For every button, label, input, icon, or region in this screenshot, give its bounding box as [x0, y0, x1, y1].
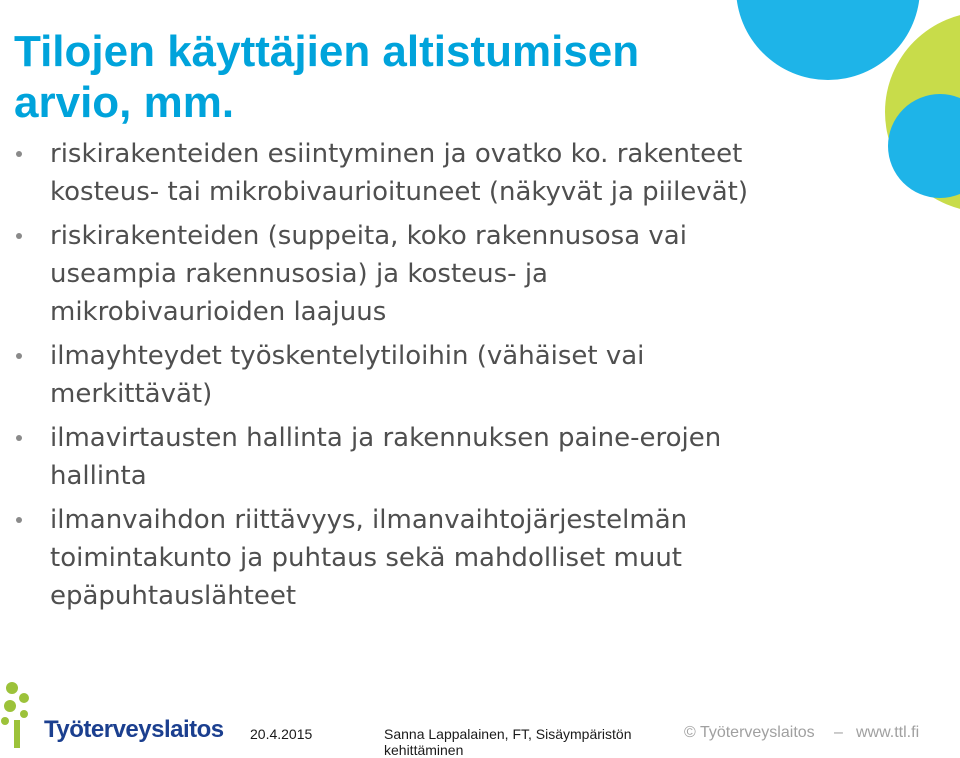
bullet-dot	[16, 151, 22, 157]
bullet-dot	[16, 435, 22, 441]
footer	[0, 676, 960, 758]
bullet-dot	[16, 353, 22, 359]
footer-author: Sanna Lappalainen, FT, Sisäympäristön kehittäminen	[384, 726, 632, 758]
bullet-item	[10, 501, 750, 615]
bullet-item	[10, 217, 750, 331]
footer-copyright: © Työterveyslaitos	[684, 724, 815, 741]
logo-text: Työterveyslaitos	[44, 716, 224, 743]
footer-date: 20.4.2015	[250, 726, 313, 742]
bullet-item	[10, 419, 750, 495]
ttl-flower-icon	[0, 676, 48, 755]
bullet-text: riskirakenteiden esiintyminen ja ovatko ko. rakenteet kosteus- tai mikrobivaurioituneet (näkyvät ja piilevät)	[50, 139, 748, 207]
blue-circle-large	[736, 0, 920, 80]
footer-website[interactable]: www.ttl.fi	[856, 724, 920, 741]
bullet-item	[10, 337, 750, 413]
bullet-text: ilmayhteydet työskentelytiloihin (vähäiset vai merkittävät)	[50, 341, 645, 409]
footer-separator: –	[834, 724, 843, 741]
bullet-dot	[16, 233, 22, 239]
bullet-text: ilmanvaihdon riittävyys, ilmanvaihtojärjestelmän toimintakunto ja puhtaus sekä mahdolliset muut epäpuhtauslähteet	[50, 505, 688, 611]
bullet-list	[10, 135, 750, 621]
bullet-dot	[16, 517, 22, 523]
bullet-text: ilmavirtausten hallinta ja rakennuksen paine-erojen hallinta	[50, 423, 722, 491]
slide-title: Tilojen käyttäjien altistumisen arvio, mm.	[14, 27, 640, 127]
bullet-item	[10, 135, 750, 211]
bullet-text: riskirakenteiden (suppeita, koko rakennusosa vai useampia rakennusosia) ja kosteus- ja mikrobivaurioiden laajuus	[50, 221, 687, 327]
